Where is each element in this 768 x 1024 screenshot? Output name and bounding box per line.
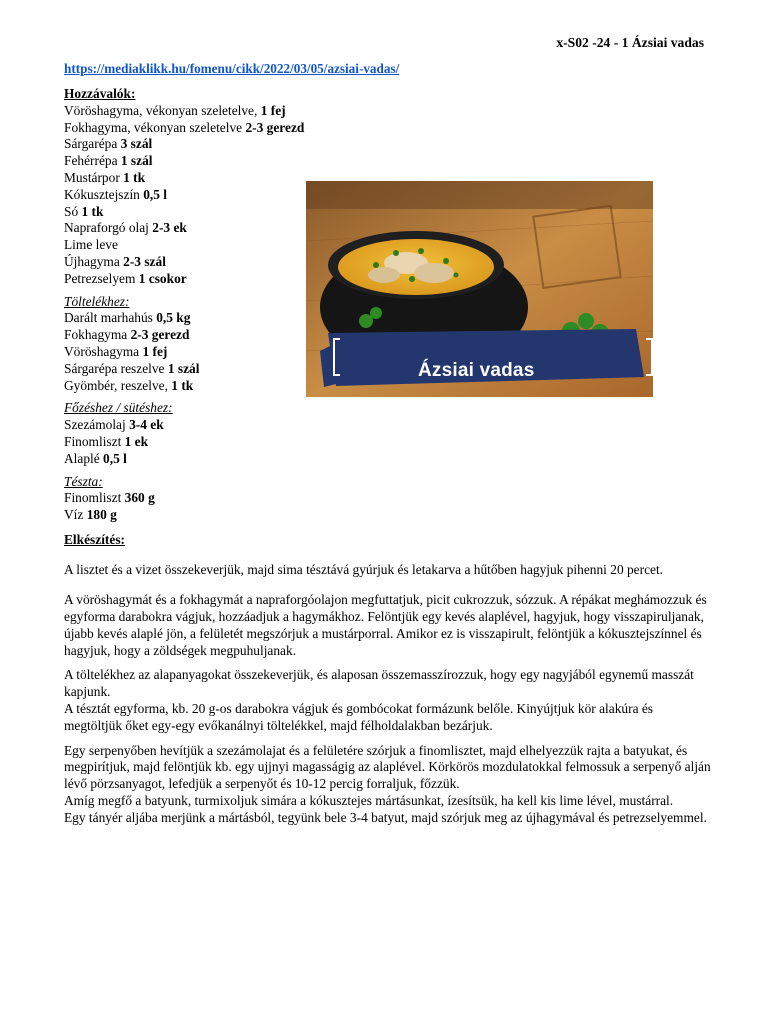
ingredients-item-qty: 2-3 ek [152,220,187,236]
ingredients-item [64,153,714,170]
cooking-list [64,417,714,467]
filling-item-name: Fokhagyma [64,327,131,343]
cooking-heading: Főzéshez / sütéshez: [64,400,173,416]
ingredients-list [64,103,714,288]
cooking-item-name: Szezámolaj [64,417,130,433]
filling-item [64,310,714,327]
filling-item-name: Vöröshagyma [64,343,143,359]
filling-item-qty: 0,5 kg [156,310,191,326]
ingredients-item-name: Fokhagyma, vékonyan szeletelve [64,119,246,135]
ingredients-item [64,254,714,271]
photo-caption: Ázsiai vadas [418,360,535,381]
ingredients-item-name: Vöröshagyma, vékonyan szeletelve, [64,102,261,118]
ingredients-item-name: Só [64,203,82,219]
ingredients-item [64,103,714,120]
filling-item-name: Sárgarépa reszelve [64,360,168,376]
ingredients-item-qty: 0,5 l [143,186,168,202]
preparation-paragraph [64,592,714,659]
cooking-item [64,451,714,468]
preparation-paragraph [64,562,714,579]
ingredients-item-qty: 2-3 gerezd [245,119,305,135]
dough-item-qty: 180 g [86,507,117,523]
preparation-text: A lisztet és a vizet összekeverjük, majd sima tésztává gyúrjuk és letakarva a hűtőben hagyjuk pihenni 20 percet. [64,562,664,578]
ingredients-item-qty: 2-3 szál [123,253,166,269]
dough-item-name: Finomliszt [64,490,125,506]
dough-heading: Tészta: [64,473,103,489]
ingredients-item-qty: 1 tk [123,169,146,185]
cooking-item-qty: 3-4 ek [129,417,164,433]
ingredients-item [64,204,714,221]
dough-item [64,490,714,507]
filling-item-qty: 1 szál [167,360,200,376]
ingredients-item-qty: 3 szál [120,136,153,152]
source-link[interactable]: https://mediaklikk.hu/fomenu/cikk/2022/03/05/azsiai-vadas/ [64,61,400,76]
document-code: x-S02 -24 - 1 Ázsiai vadas [556,35,704,50]
ingredients-item-name: Fehérrépa [64,153,121,169]
filling-item-name: Gyömbér, reszelve, [64,377,172,393]
ingredients-item-qty: 1 szál [120,153,153,169]
preparation-paragraph [64,667,714,734]
ingredients-item [64,237,714,254]
filling-heading: Töltelékhez: [64,293,130,309]
ingredients-item [64,187,714,204]
filling-item-qty: 1 fej [142,343,168,359]
recipe-content [64,86,714,827]
preparation-text: A töltelékhez az alapanyagokat összekeverjük, és alaposan összemasszírozzuk, hogy egy nagyjából egynemű masszát kapjunk. [64,667,694,700]
cooking-item-name: Alaplé [64,450,104,466]
ingredients-item-name: Kókusztejszín [64,186,144,202]
preparation-paragraph [64,743,714,827]
preparation-text: A tésztát egyforma, kb. 20 g-os darabokra vágjuk és gombócokat formázunk belőle. Kinyújtjuk kör alakúra és megtöltjük őket egy-egy evőkanálnyi töltelékkel, majd félholdalakban bezárjuk. [64,701,654,733]
filling-list [64,310,714,394]
dough-item [64,507,714,524]
filling-item [64,378,714,395]
ingredients-item-name: Lime leve [64,237,118,253]
ingredients-item-name: Sárgarépa [64,136,121,152]
filling-item [64,344,714,361]
filling-item-qty: 2-3 gerezd [130,327,190,343]
dough-list [64,490,714,524]
preparation-heading: Elkészítés: [64,531,125,547]
cooking-item [64,434,714,451]
ingredients-item [64,136,714,153]
ingredients-item-qty: 1 fej [260,102,286,118]
cooking-item [64,417,714,434]
dough-item-qty: 360 g [124,490,155,506]
ingredients-item-name: Napraforgó olaj [64,220,153,236]
cooking-item-name: Finomliszt [64,433,125,449]
filling-item [64,361,714,378]
preparation-text: A vöröshagymát és a fokhagymát a napraforgóolajon megfuttatjuk, picit cukrozzuk, sózzuk. A répákat meghámozzuk és egyforma darabokra vágjuk, hozzáadjuk a hagymákhoz. Felöntjük egy kevés alaplével, hagyjuk, hogy visszapiruljanak, újabb kevés alaplé jön, a felületét megszórjuk a mustárporral. Amikor ez is visszapirult, felöntjük a kókusztejszínnel és hagyjuk, hogy a zöldségek megpuhuljanak. [64,592,707,658]
preparation-steps [64,562,714,827]
cooking-item-qty: 1 ek [124,433,149,449]
ingredients-item [64,120,714,137]
preparation-text: Egy tányér aljába merjünk a mártásból, tegyünk bele 3-4 batyut, majd szórjuk meg az újhagymával és petrezselyemmel. [64,809,707,825]
ingredients-item [64,271,714,288]
ingredients-item-qty: 1 csokor [138,270,187,286]
ingredients-item [64,220,714,237]
ingredients-item-name: Petrezselyem [64,270,139,286]
filling-item-qty: 1 tk [171,377,194,393]
ingredients-heading: Hozzávalók: [64,86,136,101]
dough-item-name: Víz [64,507,87,523]
ingredients-item [64,170,714,187]
filling-item [64,327,714,344]
filling-item-name: Darált marhahús [64,310,157,326]
ingredients-item-name: Újhagyma [64,253,124,269]
ingredients-item-name: Mustárpor [64,169,124,185]
cooking-item-qty: 0,5 l [103,450,127,466]
preparation-text: Egy serpenyőben hevítjük a szezámolajat és a felületére szórjuk a finomlisztet, majd elhelyezzük rajta a batyukat, és megpirítjuk, majd felöntjük kb. egy ujjnyi magasságig az alaplével. Körkörös mozdulatokkal felmossuk a serpenyő alján lévő pörzsanyagot, lefedjük a serpenyőt és 10-12 percig forraljuk, főzzük. [64,742,711,792]
ingredients-item-qty: 1 tk [81,203,104,219]
preparation-text: Amíg megfő a batyunk, turmixoljuk simára a kókusztejes mártásunkat, ízesítsük, ha kell kis lime lével, mustárral. [64,793,674,809]
